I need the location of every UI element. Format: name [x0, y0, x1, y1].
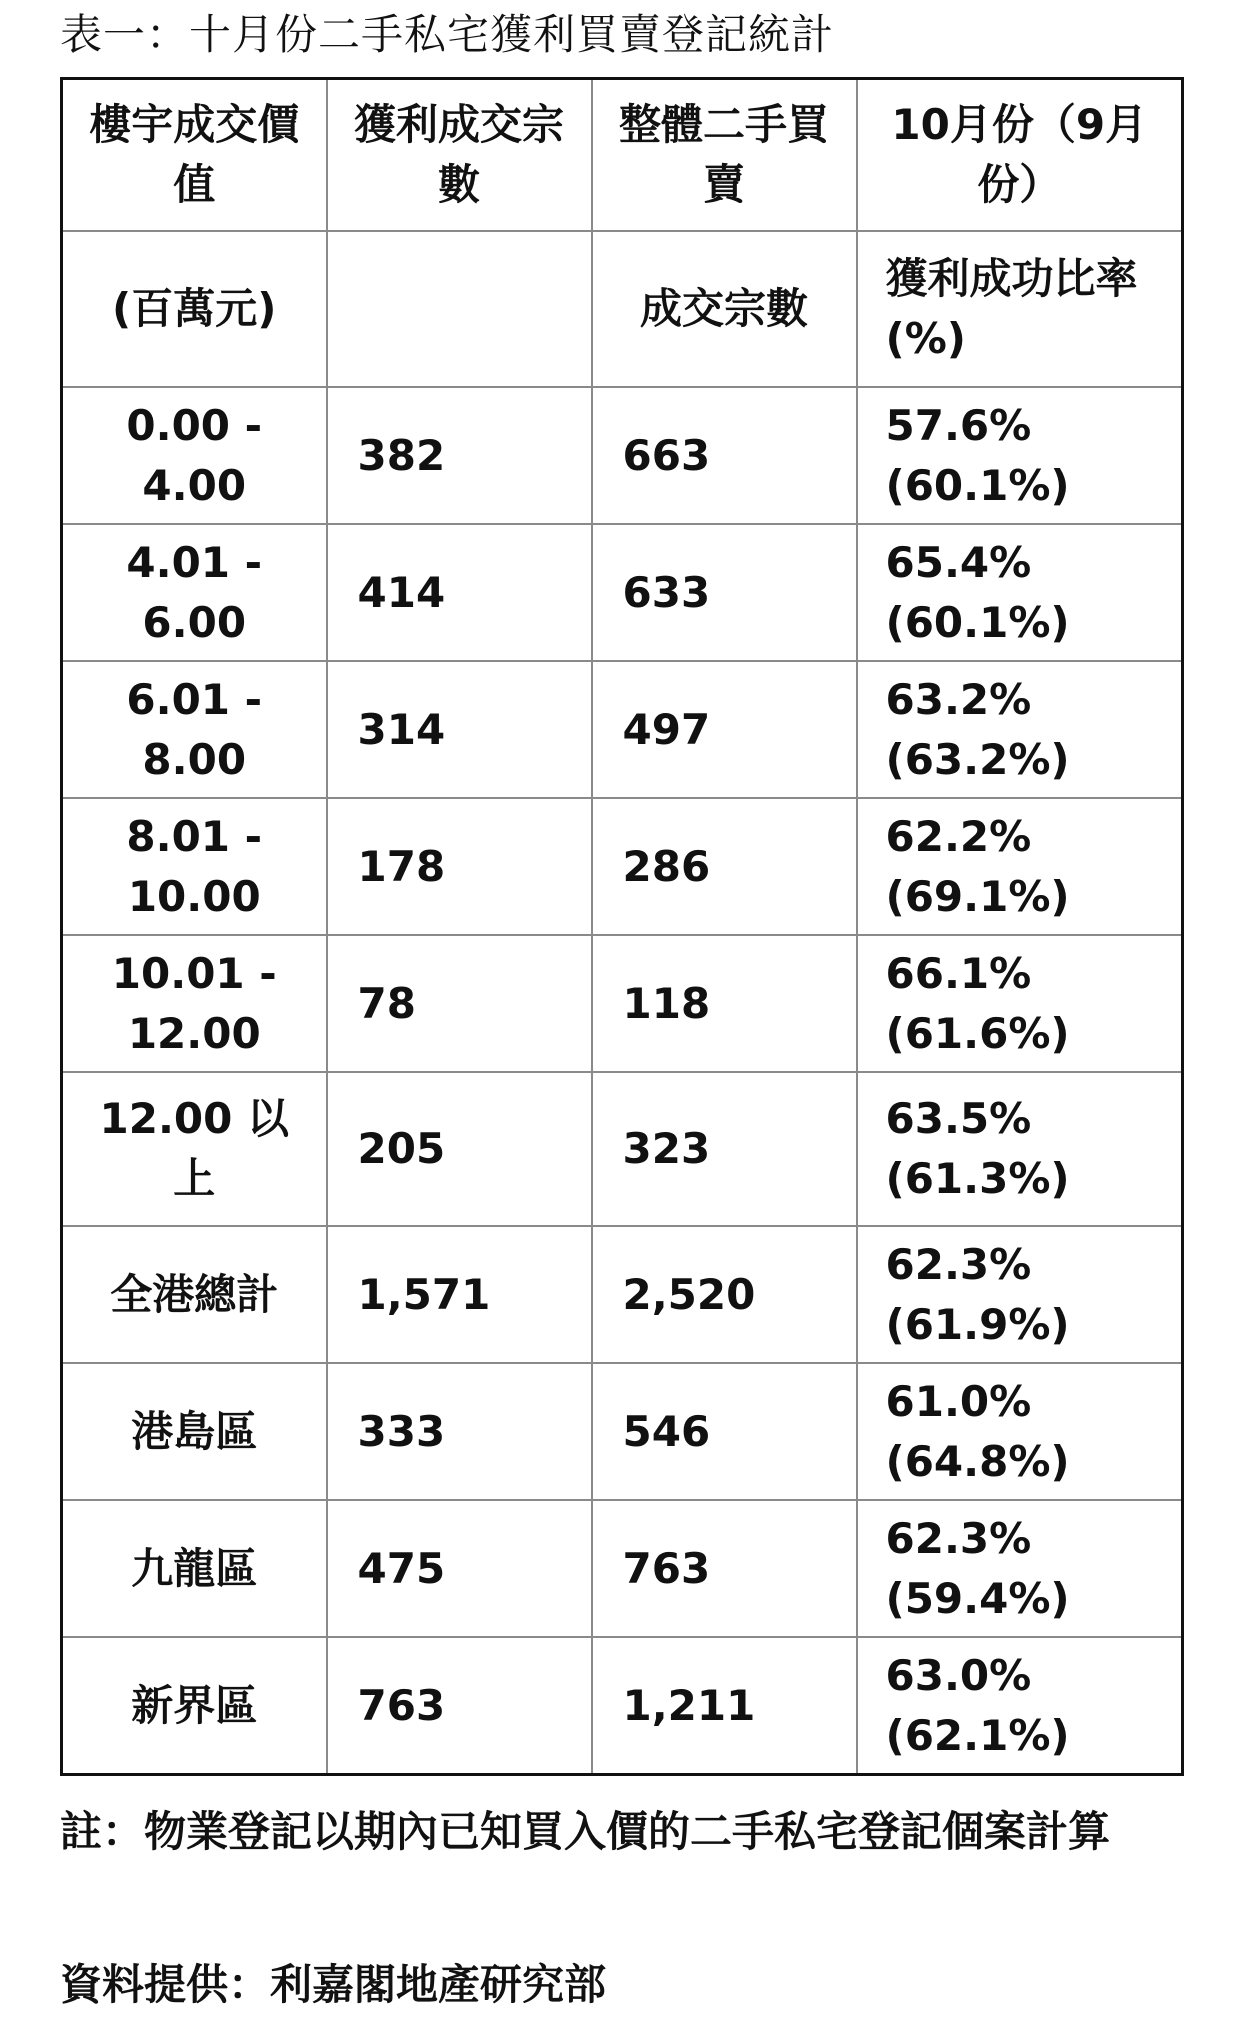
total-deals-cell: 118 [592, 935, 857, 1072]
total-deals-cell: 546 [592, 1363, 857, 1500]
header-cell-value: 樓宇成交價值 [62, 79, 327, 232]
table-caption: 表一：十月份二手私宅獲利買賣登記統計 [60, 10, 835, 59]
table-row [62, 524, 1183, 661]
ratio-value: 61.0% [885, 1376, 1032, 1426]
ratio-cell [857, 1637, 1183, 1775]
total-deals-cell: 286 [592, 798, 857, 935]
price-range-cell: 12.00 以上 [62, 1072, 327, 1226]
table-row [62, 1072, 1183, 1226]
ratio-cell [857, 798, 1183, 935]
prev-ratio-value: (61.9%) [885, 1299, 1070, 1349]
ratio-value: 65.4% [885, 537, 1032, 587]
total-deals-cell: 2,520 [592, 1226, 857, 1363]
table-row [62, 387, 1183, 524]
price-range-cell: 0.00 - 4.00 [62, 387, 327, 524]
header-cell-empty [327, 231, 592, 387]
profit-deals-cell: 414 [327, 524, 592, 661]
prev-ratio-value: (59.4%) [885, 1573, 1070, 1623]
ratio-value: 63.5% [885, 1094, 1032, 1144]
ratio-value: 57.6% [885, 400, 1032, 450]
ratio-cell [857, 1226, 1183, 1363]
ratio-cell [857, 1363, 1183, 1500]
total-deals-cell: 663 [592, 387, 857, 524]
prev-ratio-value: (62.1%) [885, 1710, 1070, 1760]
prev-ratio-value: (61.6%) [885, 1008, 1070, 1058]
table-row [62, 798, 1183, 935]
table-row [62, 1637, 1183, 1775]
header-cell-deal-count: 成交宗數 [592, 231, 857, 387]
ratio-value: 63.0% [885, 1650, 1032, 1700]
stats-table [60, 77, 1184, 1776]
table-row [62, 1363, 1183, 1500]
price-range-cell: 九龍區 [62, 1500, 327, 1637]
ratio-cell [857, 387, 1183, 524]
total-deals-cell: 1,211 [592, 1637, 857, 1775]
header-row [62, 79, 1183, 232]
profit-deals-cell: 178 [327, 798, 592, 935]
prev-ratio-value: (60.1%) [885, 597, 1070, 647]
ratio-value: 62.2% [885, 811, 1032, 861]
total-deals-cell: 497 [592, 661, 857, 798]
total-deals-cell: 323 [592, 1072, 857, 1226]
profit-deals-cell: 382 [327, 387, 592, 524]
footnote: 註：物業登記以期內已知買入價的二手私宅登記個案計算 [60, 1807, 1111, 1856]
header-row-units [62, 231, 1183, 387]
table-row [62, 1500, 1183, 1637]
price-range-cell: 6.01 - 8.00 [62, 661, 327, 798]
price-range-cell: 全港總計 [62, 1226, 327, 1363]
ratio-value: 63.2% [885, 674, 1032, 724]
table-row [62, 1226, 1183, 1363]
header-cell-unit: (百萬元) [62, 231, 327, 387]
header-cell-month: 10月份（9月份） [857, 79, 1183, 232]
profit-deals-cell: 763 [327, 1637, 592, 1775]
header-cell-ratio: 獲利成功比率(%) [857, 231, 1183, 387]
table-row [62, 935, 1183, 1072]
ratio-value: 62.3% [885, 1239, 1032, 1289]
profit-deals-cell: 314 [327, 661, 592, 798]
ratio-cell [857, 661, 1183, 798]
ratio-cell [857, 1500, 1183, 1637]
profit-deals-cell: 1,571 [327, 1226, 592, 1363]
header-cell-total-deals: 整體二手買賣 [592, 79, 857, 232]
price-range-cell: 8.01 - 10.00 [62, 798, 327, 935]
total-deals-cell: 763 [592, 1500, 857, 1637]
ratio-value: 62.3% [885, 1513, 1032, 1563]
profit-deals-cell: 205 [327, 1072, 592, 1226]
ratio-value: 66.1% [885, 948, 1032, 998]
profit-deals-cell: 78 [327, 935, 592, 1072]
price-range-cell: 新界區 [62, 1637, 327, 1775]
prev-ratio-value: (61.3%) [885, 1154, 1070, 1203]
header-cell-profit-deals: 獲利成交宗數 [327, 79, 592, 232]
source-credit: 資料提供：利嘉閣地產研究部 [60, 1960, 607, 2009]
ratio-cell [857, 1072, 1183, 1226]
prev-ratio-value: (60.1%) [885, 460, 1070, 510]
profit-deals-cell: 475 [327, 1500, 592, 1637]
profit-deals-cell: 333 [327, 1363, 592, 1500]
price-range-cell: 港島區 [62, 1363, 327, 1500]
ratio-cell [857, 935, 1183, 1072]
prev-ratio-value: (69.1%) [885, 871, 1070, 921]
prev-ratio-value: (64.8%) [885, 1436, 1070, 1486]
total-deals-cell: 633 [592, 524, 857, 661]
price-range-cell: 10.01 - 12.00 [62, 935, 327, 1072]
prev-ratio-value: (63.2%) [885, 734, 1070, 784]
ratio-cell [857, 524, 1183, 661]
price-range-cell: 4.01 - 6.00 [62, 524, 327, 661]
table-row [62, 661, 1183, 798]
